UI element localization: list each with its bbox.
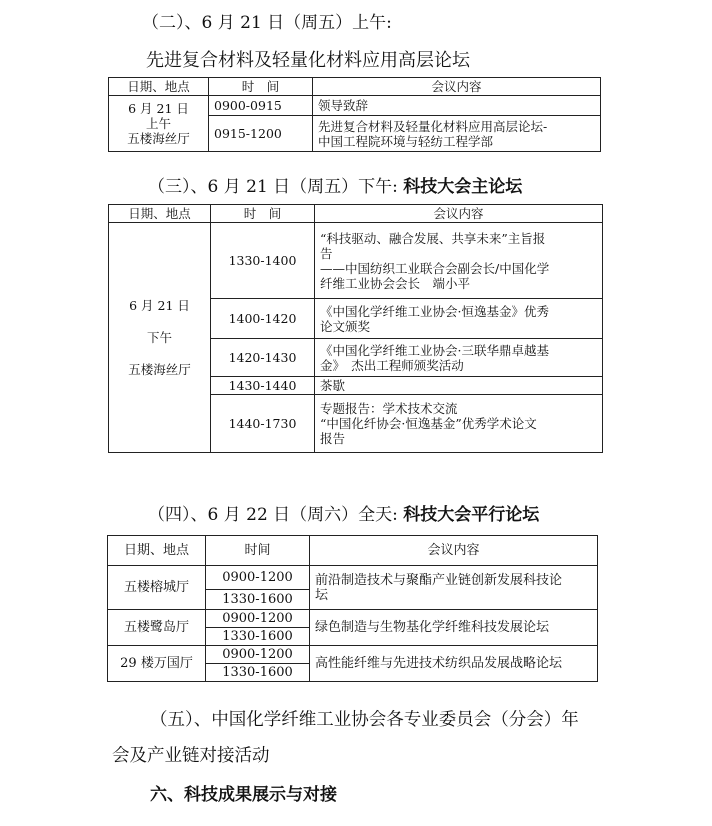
header-content: 会议内容 xyxy=(315,205,603,223)
time-cell: 0900-0915 xyxy=(209,96,313,116)
time-cell: 1330-1600 xyxy=(206,664,310,682)
header-time: 时 间 xyxy=(211,205,315,223)
time-cell: 1430-1440 xyxy=(211,377,315,395)
content-cell: 绿色制造与生物基化学纤维科技发展论坛 xyxy=(310,610,598,646)
time-cell: 0915-1200 xyxy=(209,116,313,152)
section-6-heading: 六、科技成果展示与对接 xyxy=(150,785,337,805)
content-cell: 茶歇 xyxy=(315,377,603,395)
date-place-cell: 6 月 21 日 下午 五楼海丝厅 xyxy=(109,223,211,453)
place-cell: 五楼榕城厅 xyxy=(108,566,206,610)
section-2-heading: （二）、6 月 21 日（周五）上午: xyxy=(142,13,392,33)
section-2-table xyxy=(108,77,601,152)
place-cell: 29 楼万国厅 xyxy=(108,646,206,682)
section-4-table xyxy=(107,535,598,682)
content-cell: 《中国化学纤维工业协会·三联华鼎卓越基 金》 杰出工程师颁奖活动 xyxy=(315,339,603,377)
header-content: 会议内容 xyxy=(310,536,598,566)
section-3-table xyxy=(108,204,603,453)
time-cell: 0900-1200 xyxy=(206,646,310,664)
section-4-heading: （四）、6 月 22 日（周六）全天: 科技大会平行论坛 xyxy=(148,505,540,525)
time-cell: 1330-1400 xyxy=(211,223,315,299)
content-cell: 专题报告：学术技术交流 “中国化纤协会·恒逸基金”优秀学术论文 报告 xyxy=(315,395,603,453)
time-cell: 1400-1420 xyxy=(211,299,315,339)
place-cell: 五楼鹭岛厅 xyxy=(108,610,206,646)
header-content: 会议内容 xyxy=(313,78,601,96)
content-cell: 先进复合材料及轻量化材料应用高层论坛- 中国工程院环境与轻纺工程学部 xyxy=(313,116,601,152)
section-5-line-1: （五）、中国化学纤维工业协会各专业委员会（分会）年 xyxy=(150,710,579,730)
content-cell: 领导致辞 xyxy=(313,96,601,116)
time-cell: 0900-1200 xyxy=(206,566,310,590)
date-place-cell: 6 月 21 日 上午 五楼海丝厅 xyxy=(109,96,209,152)
time-cell: 1420-1430 xyxy=(211,339,315,377)
time-cell: 1330-1600 xyxy=(206,590,310,610)
section-2-subtitle: 先进复合材料及轻量化材料应用高层论坛 xyxy=(146,50,470,71)
content-cell: 高性能纤维与先进技术纺织品发展战略论坛 xyxy=(310,646,598,682)
header-date-place: 日期、地点 xyxy=(108,536,206,566)
header-time: 时间 xyxy=(206,536,310,566)
header-date-place: 日期、地点 xyxy=(109,78,209,96)
content-cell: 前沿制造技术与聚酯产业链创新发展科技论 坛 xyxy=(310,566,598,610)
content-cell: “科技驱动、融合发展、共享未来”主旨报 告 ——中国纺织工业联合会副会长/中国化学 纤维工业协会会长 端小平 xyxy=(315,223,603,299)
section-5-line-2: 会及产业链对接活动 xyxy=(112,746,270,766)
section-3-heading: （三）、6 月 21 日（周五）下午: 科技大会主论坛 xyxy=(148,177,523,197)
header-time: 时 间 xyxy=(209,78,313,96)
time-cell: 1440-1730 xyxy=(211,395,315,453)
content-cell: 《中国化学纤维工业协会·恒逸基金》优秀 论文颁奖 xyxy=(315,299,603,339)
time-cell: 0900-1200 xyxy=(206,610,310,628)
time-cell: 1330-1600 xyxy=(206,628,310,646)
header-date-place: 日期、地点 xyxy=(109,205,211,223)
